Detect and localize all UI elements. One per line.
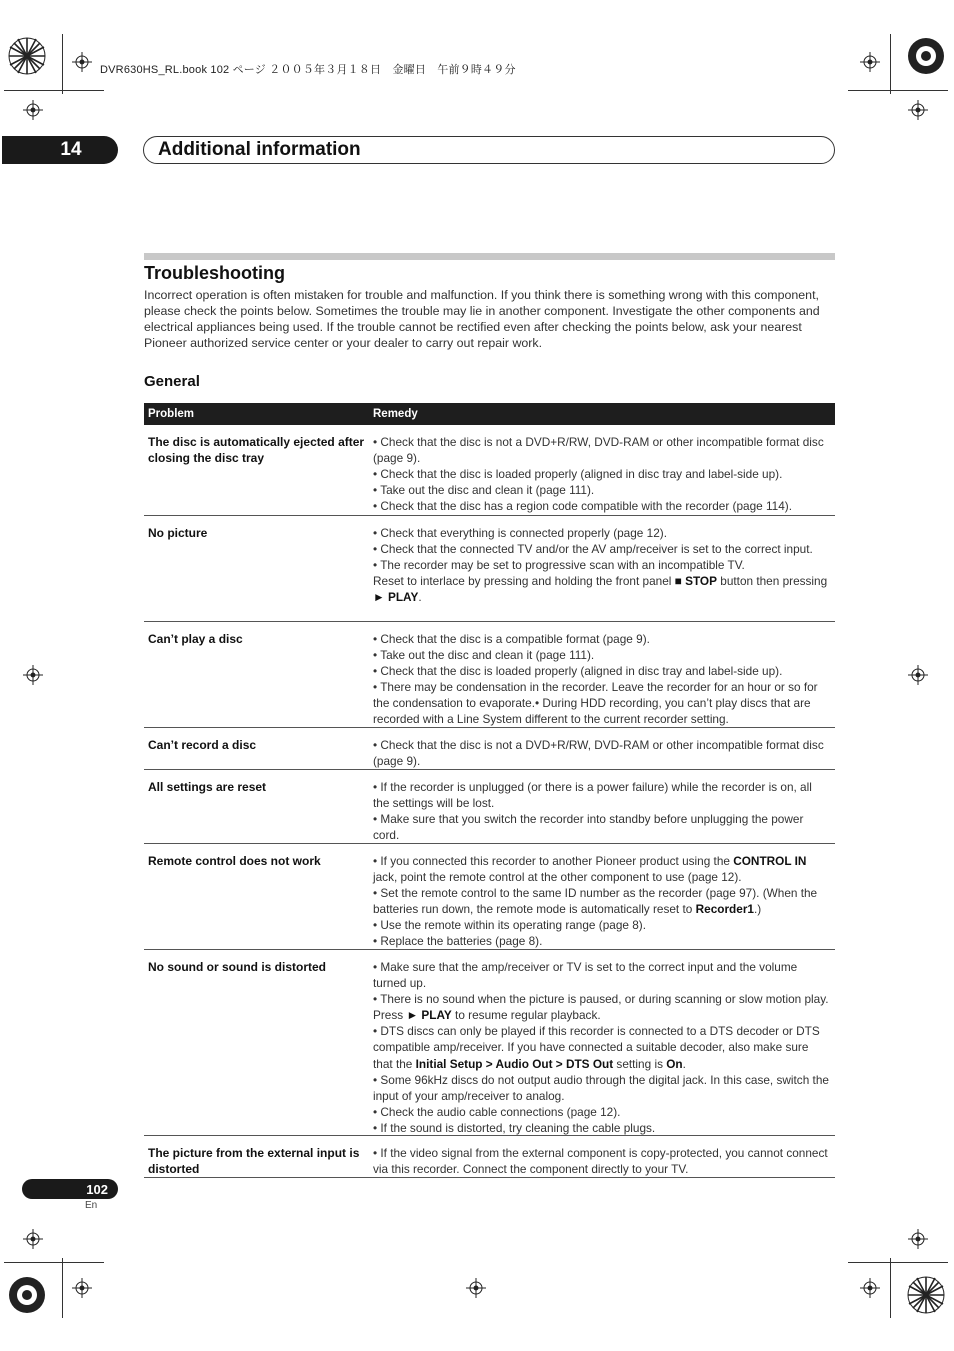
problem-cell: Can’t play a disc — [148, 632, 243, 646]
chapter-number: 14 — [2, 136, 118, 164]
table-row — [144, 622, 835, 728]
stop-button-label: ■ STOP — [674, 574, 717, 589]
remedy-item: Reset to interlace by pressing and holding the front panel ■ STOP button then pressing ► PLAY. — [373, 574, 828, 605]
section-title: Troubleshooting — [144, 263, 285, 283]
remedy-cell — [370, 434, 835, 515]
remedy-item: • Check that the disc is loaded properly (aligned in disc tray and label-side up). — [373, 467, 783, 482]
column-header-problem: Problem — [148, 408, 195, 420]
table-row — [144, 728, 835, 770]
remedy-item: • Make sure that you switch the recorder into standby before unplugging the power cord. — [373, 812, 804, 843]
table-row — [144, 950, 835, 1136]
remedy-item: • The recorder may be set to progressive scan with an incompatible TV. — [373, 558, 745, 573]
remedy-item: • If the recorder is unplugged (or there is a power failure) while the recorder is on, all the settings will be lost. — [373, 780, 812, 811]
remedy-item: • There is no sound when the picture is paused, or during scanning or slow motion play. Press ► PLAY to resume regular playback. — [373, 992, 829, 1023]
remedy-item: • Take out the disc and clean it (page 111). — [373, 648, 595, 663]
remedy-cell — [370, 779, 835, 843]
remedy-cell — [370, 737, 835, 769]
registration-crosshair-icon — [908, 1229, 928, 1249]
problem-cell: The disc is automatically ejected after closing the disc tray — [148, 435, 365, 465]
table-row — [144, 844, 835, 950]
section-divider — [144, 253, 835, 260]
book-info-line: DVR630HS_RL.book 102 ページ ２００５年３月１８日 金曜日 午前９時４９分 — [100, 64, 516, 76]
problem-cell: No sound or sound is distorted — [148, 960, 326, 974]
registration-crosshair-icon — [72, 52, 92, 72]
column-header-remedy: Remedy — [373, 408, 418, 420]
remedy-item: • There may be condensation in the recorder. Leave the recorder for an hour or so for the condensation to evaporate.• During HDD recording, you can’t play discs that are recorded with a Line System different to the current recorder setting. — [373, 680, 818, 727]
registration-crosshair-icon — [908, 100, 928, 120]
table-row — [144, 770, 835, 844]
registration-crosshair-icon — [466, 1278, 486, 1298]
table-row — [144, 1136, 835, 1178]
remedy-item: • Check the audio cable connections (page 12). — [373, 1104, 621, 1119]
registration-crosshair-icon — [23, 665, 43, 685]
subsection-title: General — [144, 373, 200, 390]
remedy-cell — [370, 959, 835, 1135]
recorder1-label: Recorder1 — [695, 902, 754, 917]
control-in-label: CONTROL IN — [733, 854, 807, 868]
problem-cell: The picture from the external input is distorted — [148, 1146, 360, 1176]
registration-crosshair-icon — [860, 1278, 880, 1298]
registration-burst-icon — [7, 36, 47, 76]
remedy-cell — [370, 1145, 835, 1177]
remedy-item: • Make sure that the amp/receiver or TV is set to the correct input and the volume turned up. — [373, 960, 798, 991]
section-intro: Incorrect operation is often mistaken for trouble and malfunction. If you think there is something wrong with this component, please check the points below. Sometimes the trouble may lie in another component. Investigate the other components and electrical appliances being used. If the trouble cannot be rectified even after checking the points below, ask your nearest Pioneer authorized service center or your dealer to carry out repair work. — [144, 288, 820, 350]
registration-crosshair-icon — [23, 100, 43, 120]
setting-value-label: On — [666, 1056, 683, 1071]
remedy-item: • Some 96kHz discs do not output audio through the digital jack. In this case, switch the input of your amp/receiver to analog. — [373, 1072, 829, 1103]
language-code: En — [85, 1200, 98, 1211]
registration-crosshair-icon — [860, 52, 880, 72]
remedy-item: • If the sound is distorted, try cleaning the cable plugs. — [373, 1120, 656, 1135]
table-row — [144, 516, 835, 622]
chapter-title: Additional information — [143, 136, 835, 164]
remedy-item: • Use the remote within its operating range (page 8). — [373, 918, 646, 933]
remedy-item: • Check that the connected TV and/or the AV amp/receiver is set to the correct input. — [373, 542, 813, 557]
remedy-item: • DTS discs can only be played if this recorder is connected to a DTS decoder or DTS compatible amp/receiver. If you have connected a suitable decoder, also make sure that the Initial Setup > Audio Out > DTS Out setting is On. — [373, 1024, 820, 1071]
registration-burst-icon — [906, 36, 946, 76]
play-button-label: ► PLAY — [373, 590, 419, 605]
remedy-item: • Check that the disc is not a DVD+R/RW, DVD-RAM or other incompatible format disc (page 9). — [373, 435, 824, 466]
remedy-item: • If the video signal from the external component is copy-protected, you cannot connect via this recorder. Connect the component directly to your TV. — [373, 1146, 828, 1177]
registration-crosshair-icon — [908, 665, 928, 685]
remedy-cell — [370, 631, 835, 727]
page-number: 102 — [22, 1179, 118, 1199]
remedy-item: • Replace the batteries (page 8). — [373, 934, 543, 949]
play-button-label: ► PLAY — [406, 1008, 452, 1023]
registration-crosshair-icon — [72, 1278, 92, 1298]
remedy-cell — [370, 853, 835, 949]
table-row — [144, 425, 835, 516]
remedy-cell — [370, 525, 835, 621]
menu-path-label: Initial Setup > Audio Out > DTS Out — [415, 1056, 614, 1071]
remedy-item: • Check that the disc is not a DVD+R/RW, DVD-RAM or other incompatible format disc (page 9). — [373, 738, 824, 769]
registration-burst-icon — [906, 1275, 946, 1315]
problem-cell: All settings are reset — [148, 780, 267, 794]
registration-crosshair-icon — [23, 1229, 43, 1249]
remedy-item: • Check that everything is connected properly (page 12). — [373, 526, 667, 540]
remedy-item: • Set the remote control to the same ID number as the recorder (page 97). (When the batteries run down, the remote mode is automatically reset to Recorder1.) — [373, 886, 818, 917]
remedy-item: • Check that the disc is loaded properly (aligned in disc tray and label-side up). — [373, 664, 783, 679]
problem-cell: Remote control does not work — [148, 854, 321, 868]
table-header — [144, 403, 835, 425]
remedy-item: • Check that the disc has a region code compatible with the recorder (page 114). — [373, 499, 793, 514]
problem-cell: Can’t record a disc — [148, 738, 257, 752]
registration-burst-icon — [7, 1275, 47, 1315]
remedy-item: • Take out the disc and clean it (page 111). — [373, 483, 595, 498]
remedy-item: • Check that the disc is a compatible format (page 9). — [373, 632, 650, 646]
problem-cell: No picture — [148, 526, 208, 540]
troubleshooting-table — [144, 403, 835, 1178]
remedy-item: • If you connected this recorder to another Pioneer product using the CONTROL IN jack, point the remote control at the other component to use (page 12). — [373, 854, 807, 885]
